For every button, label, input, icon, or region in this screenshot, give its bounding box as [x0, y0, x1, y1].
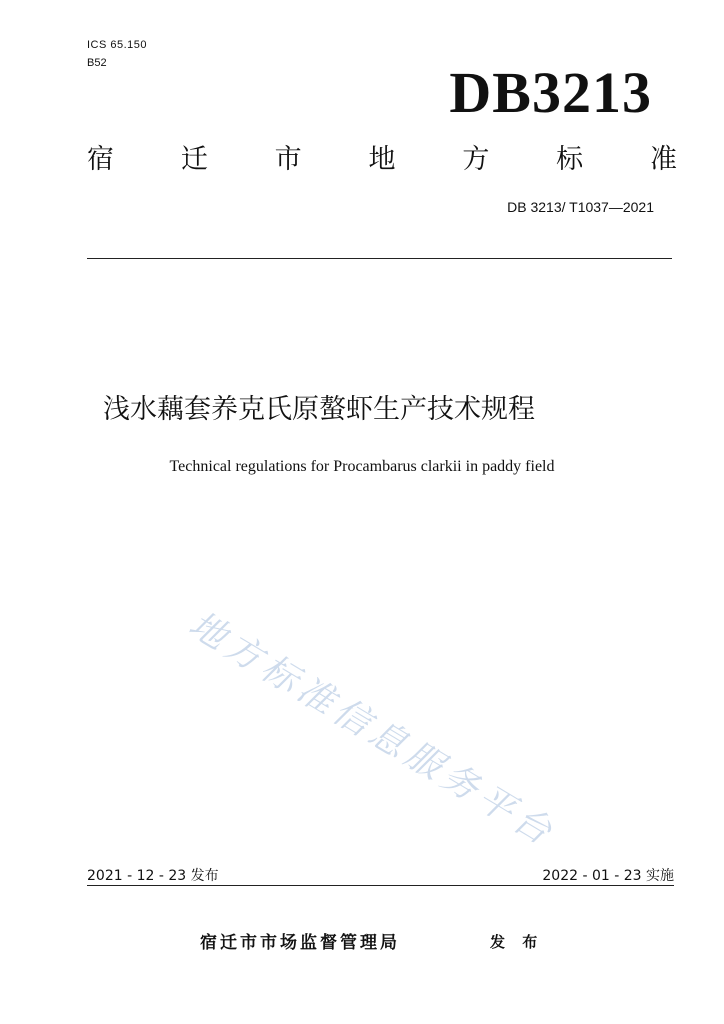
issue-date: 2021 - 12 - 23 发布: [87, 868, 219, 884]
issuing-authority: 宿迁市市场监督管理局: [200, 933, 400, 953]
ccs-code: B52: [87, 57, 107, 69]
standard-type-heading: [87, 142, 677, 178]
top-divider: [87, 258, 672, 259]
standard-number: DB 3213/ T1037—2021: [507, 199, 654, 215]
document-title-english: [0, 456, 724, 478]
implementation-date: 2022 - 01 - 23 实施: [542, 868, 674, 884]
standard-type-char: 准: [649, 144, 677, 175]
standard-type-char: 标: [556, 144, 584, 175]
standard-type-char: 迁: [180, 144, 208, 175]
watermark: 地方标准信息服务平台: [181, 603, 563, 856]
standard-type-char: 地: [368, 144, 396, 175]
document-title-chinese: [0, 390, 724, 430]
publish-label: 发 布: [490, 933, 544, 951]
ics-code: ICS 65.150: [87, 39, 148, 51]
title-chinese-text: 浅水藕套养克氏原螯虾生产技术规程: [103, 394, 535, 425]
standard-type-char: 市: [274, 144, 302, 175]
title-english-text: Technical regulations for Procambarus clarkii in paddy field: [169, 458, 555, 475]
standard-code-title: DB3213: [449, 60, 652, 125]
standard-type-char: 方: [462, 144, 490, 175]
bottom-divider: [87, 885, 674, 886]
standard-type-char: 宿: [87, 144, 114, 175]
